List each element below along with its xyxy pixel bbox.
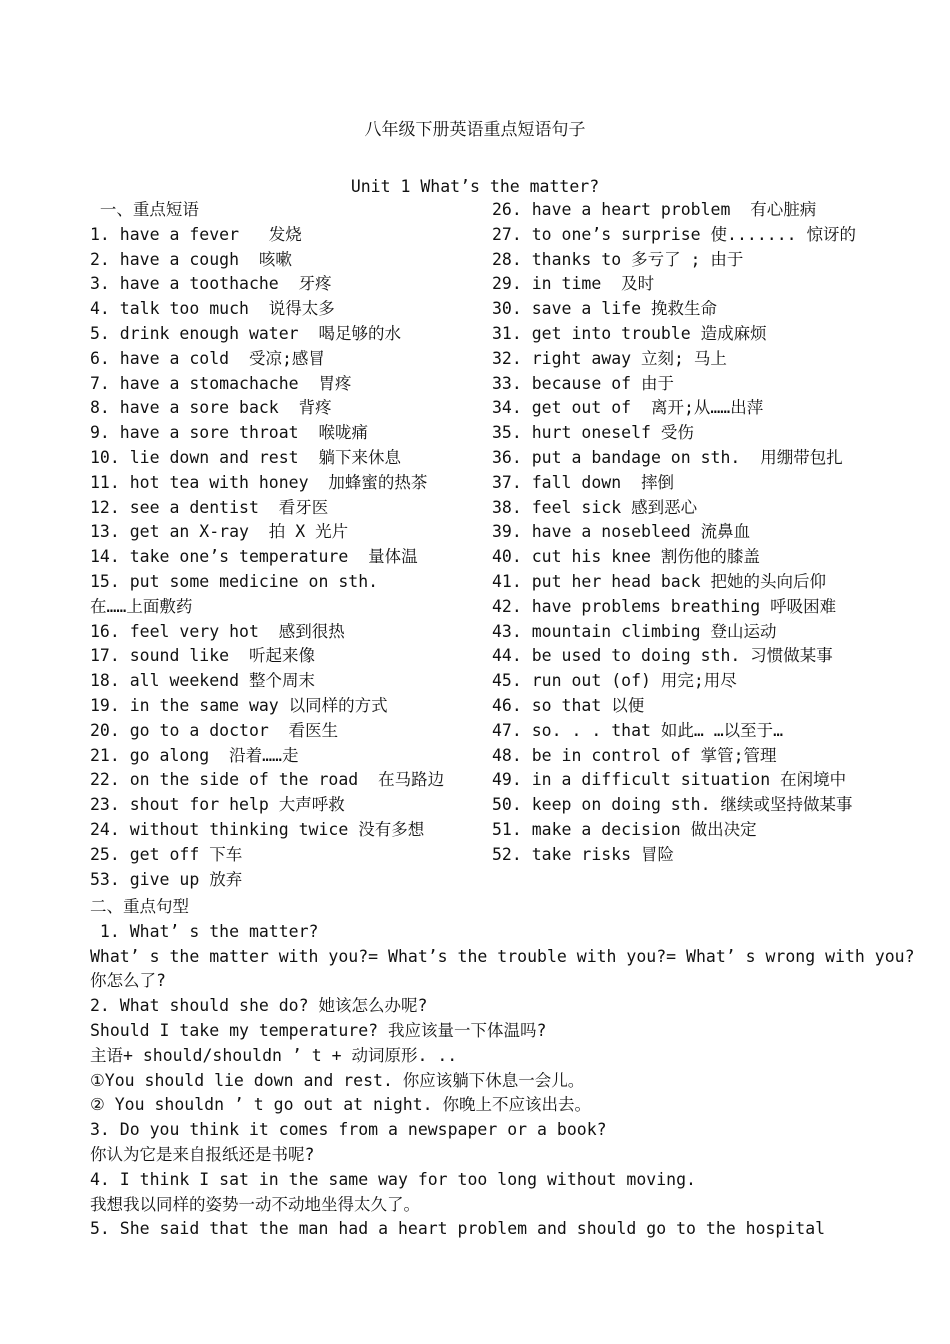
- phrase-item: 35. hurt oneself 受伤: [492, 423, 694, 443]
- phrase-item: 42. have problems breathing 呼吸困难: [492, 596, 837, 616]
- phrase-item: 19. in the same way 以同样的方式: [90, 695, 388, 715]
- phrase-item: 48. be in control of 掌管;管理: [492, 745, 777, 765]
- phrase-item: 8. have a sore back 背疼: [90, 398, 332, 418]
- phrase-item: 18. all weekend 整个周末: [90, 671, 315, 691]
- phrase-item: 47. so. . . that 如此… …以至于…: [492, 720, 784, 740]
- phrase-item: 29. in time 及时: [492, 274, 655, 294]
- unit-heading: Unit 1 What’s the matter?: [350, 177, 600, 196]
- phrase-item: 12. see a dentist 看牙医: [90, 497, 329, 517]
- phrase-item: 11. hot tea with honey 加蜂蜜的热茶: [90, 472, 428, 492]
- phrase-item: 52. take risks 冒险: [492, 844, 675, 864]
- phrase-item: 一、重点短语: [90, 200, 199, 219]
- sentence-line: 我想我以同样的姿势一动不动地坐得太久了。: [90, 1194, 420, 1214]
- phrase-item: 25. get off 下车: [90, 844, 243, 864]
- phrase-item: 41. put her head back 把她的头向后仰: [492, 571, 827, 591]
- phrase-item: 40. cut his knee 割伤他的膝盖: [492, 547, 760, 567]
- phrase-item: 10. lie down and rest 躺下来休息: [90, 447, 401, 467]
- phrase-item: 6. have a cold 受凉;感冒: [90, 348, 325, 368]
- phrase-item: 49. in a difficult situation 在闲境中: [492, 770, 847, 790]
- sentence-section: [90, 895, 930, 1242]
- phrase-item: 4. talk too much 说得太多: [90, 299, 335, 319]
- phrase-item: 31. get into trouble 造成麻烦: [492, 323, 767, 343]
- sentence-line: 你怎么了?: [90, 971, 166, 991]
- phrase-item: 26. have a heart problem 有心脏病: [492, 200, 817, 219]
- phrase-item: 2. have a cough 咳嗽: [90, 249, 292, 269]
- phrase-item: 20. go to a doctor 看医生: [90, 720, 339, 740]
- sentence-line: 2. What should she do? 她该怎么办呢?: [90, 996, 428, 1016]
- sentence-line: ①You should lie down and rest. 你应该躺下休息一会儿。: [90, 1070, 585, 1090]
- phrase-item: 50. keep on doing sth. 继续或坚持做某事: [492, 795, 853, 815]
- phrase-item: 34. get out of 离开;从……出萍: [492, 398, 764, 418]
- phrase-item: 24. without thinking twice 没有多想: [90, 819, 425, 839]
- phrase-item: 15. put some medicine on sth.: [90, 571, 379, 591]
- sentence-line: 1. What’ s the matter?: [90, 921, 319, 941]
- sentence-line: Should I take my temperature? 我应该量一下体温吗?: [90, 1020, 547, 1040]
- phrase-item: 28. thanks to 多亏了 ; 由于: [492, 249, 744, 269]
- phrase-item: 7. have a stomachache 胃疼: [90, 373, 352, 393]
- phrase-item: 在……上面敷药: [90, 596, 193, 616]
- sentence-line: 你认为它是来自报纸还是书呢?: [90, 1144, 315, 1164]
- phrase-item: 23. shout for help 大声呼救: [90, 795, 345, 815]
- phrase-item: 3. have a toothache 牙疼: [90, 274, 332, 294]
- phrase-item: 27. to one’s surprise 使....... 惊讶的: [492, 224, 857, 244]
- phrase-item: 14. take one’s temperature 量体温: [90, 547, 418, 567]
- phrase-item: 46. so that 以便: [492, 695, 645, 715]
- phrase-item: 37. fall down 摔倒: [492, 472, 675, 492]
- phrase-item: 43. mountain climbing 登山运动: [492, 621, 777, 641]
- phrase-item: 53. give up 放弃: [90, 869, 243, 889]
- phrase-item: 36. put a bandage on sth. 用绷带包扎: [492, 447, 843, 467]
- sentence-line: 二、重点句型: [90, 897, 189, 916]
- phrase-list-left: [90, 198, 480, 892]
- phrase-item: 22. on the side of the road 在马路边: [90, 770, 445, 790]
- sentence-line: What’ s the matter with you?= What’s the trouble with you?= What’ s wrong with you?: [90, 946, 915, 966]
- phrase-item: 9. have a sore throat 喉咙痛: [90, 423, 368, 443]
- page-title: 八年级下册英语重点短语句子: [364, 120, 586, 140]
- phrase-item: 45. run out (of) 用完;用尽: [492, 671, 737, 691]
- phrase-item: 39. have a nosebleed 流鼻血: [492, 522, 751, 542]
- phrase-item: 32. right away 立刻; 马上: [492, 348, 727, 368]
- sentence-line: 主语+ should/shouldn ’ t + 动词原形. ..: [90, 1045, 458, 1065]
- phrase-item: 44. be used to doing sth. 习惯做某事: [492, 646, 833, 666]
- phrase-item: 5. drink enough water 喝足够的水: [90, 323, 401, 343]
- phrase-item: 51. make a decision 做出决定: [492, 819, 757, 839]
- phrase-item: 21. go along 沿着……走: [90, 745, 299, 765]
- phrase-list-right: [492, 198, 932, 868]
- sentence-line: 3. Do you think it comes from a newspaper or a book?: [90, 1120, 607, 1140]
- sentence-line: 4. I think I sat in the same way for too long without moving.: [90, 1169, 696, 1189]
- sentence-line: ② You shouldn ’ t go out at night. 你晚上不应该出去。: [90, 1095, 592, 1115]
- phrase-item: 38. feel sick 感到恶心: [492, 497, 698, 517]
- phrase-item: 16. feel very hot 感到很热: [90, 621, 345, 641]
- phrase-item: 30. save a life 挽救生命: [492, 299, 717, 319]
- sentence-line: 5. She said that the man had a heart problem and should go to the hospital: [90, 1219, 826, 1239]
- phrase-item: 33. because of 由于: [492, 373, 675, 393]
- phrase-item: 13. get an X-ray 拍 X 光片: [90, 522, 349, 542]
- phrase-item: 1. have a fever 发烧: [90, 224, 302, 244]
- phrase-item: 17. sound like 听起来像: [90, 646, 315, 666]
